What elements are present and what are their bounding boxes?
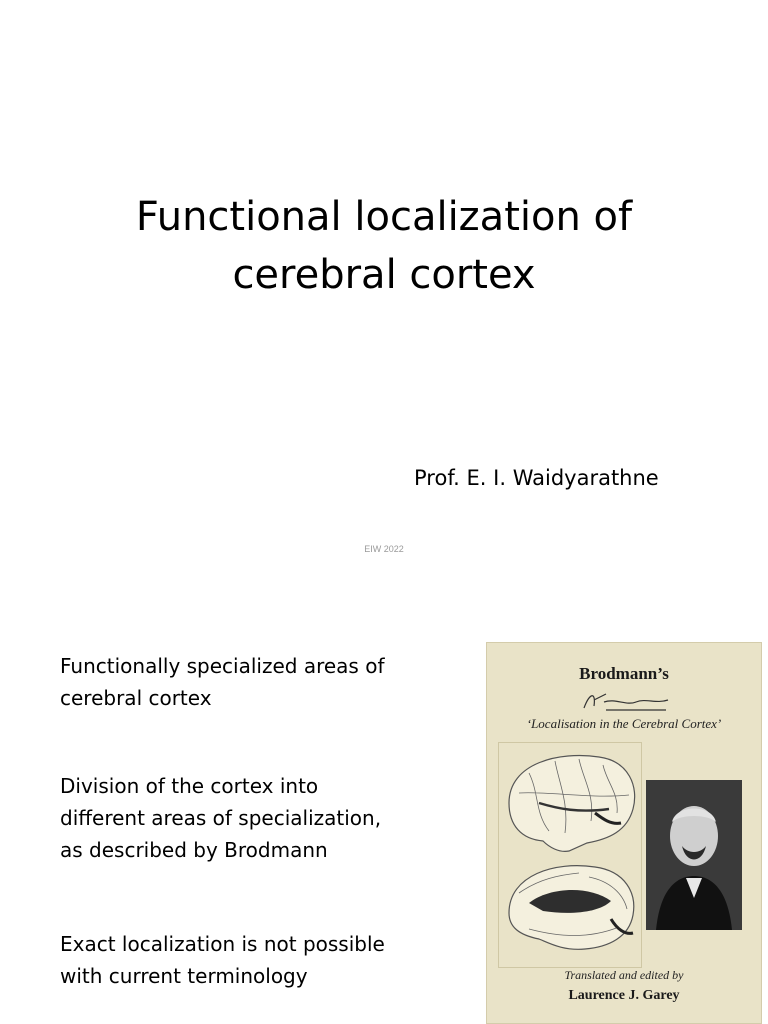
author-name: Prof. E. I. Waidyarathne (414, 466, 659, 490)
bullet-line: Exact localization is not possible (60, 932, 385, 956)
bullet-line: Division of the cortex into (60, 774, 319, 798)
brain-map-illustration (498, 742, 642, 968)
slide-title-line-2: cerebral cortex (232, 252, 536, 298)
bullet-item (60, 928, 470, 992)
book-title: Brodmann’s (579, 664, 669, 683)
bullet-item (60, 650, 470, 714)
bullet-line: Functionally specialized areas of (60, 654, 385, 678)
content-slide (0, 600, 768, 1024)
book-cover-image (486, 642, 762, 1024)
slide-title (40, 188, 728, 304)
slide-footer: EIW 2022 (364, 544, 404, 554)
brain-drawings (499, 743, 641, 967)
medial-brain-drawing (509, 866, 634, 950)
bullet-item (60, 770, 470, 866)
bullet-line: different areas of specialization, (60, 806, 382, 830)
bullet-line: cerebral cortex (60, 686, 212, 710)
book-subtitle: ‘Localisation in the Cerebral Cortex’ (526, 716, 722, 731)
book-translator: Laurence J. Garey (568, 988, 680, 1003)
lateral-brain-drawing (509, 756, 635, 852)
signature-mark (576, 688, 676, 714)
book-credit: Translated and edited by (564, 968, 684, 982)
slide-title-line-1: Functional localization of (135, 194, 633, 240)
bullet-line: as described by Brodmann (60, 838, 328, 862)
portrait-photo (646, 780, 742, 930)
bullet-line: with current terminology (60, 964, 308, 988)
